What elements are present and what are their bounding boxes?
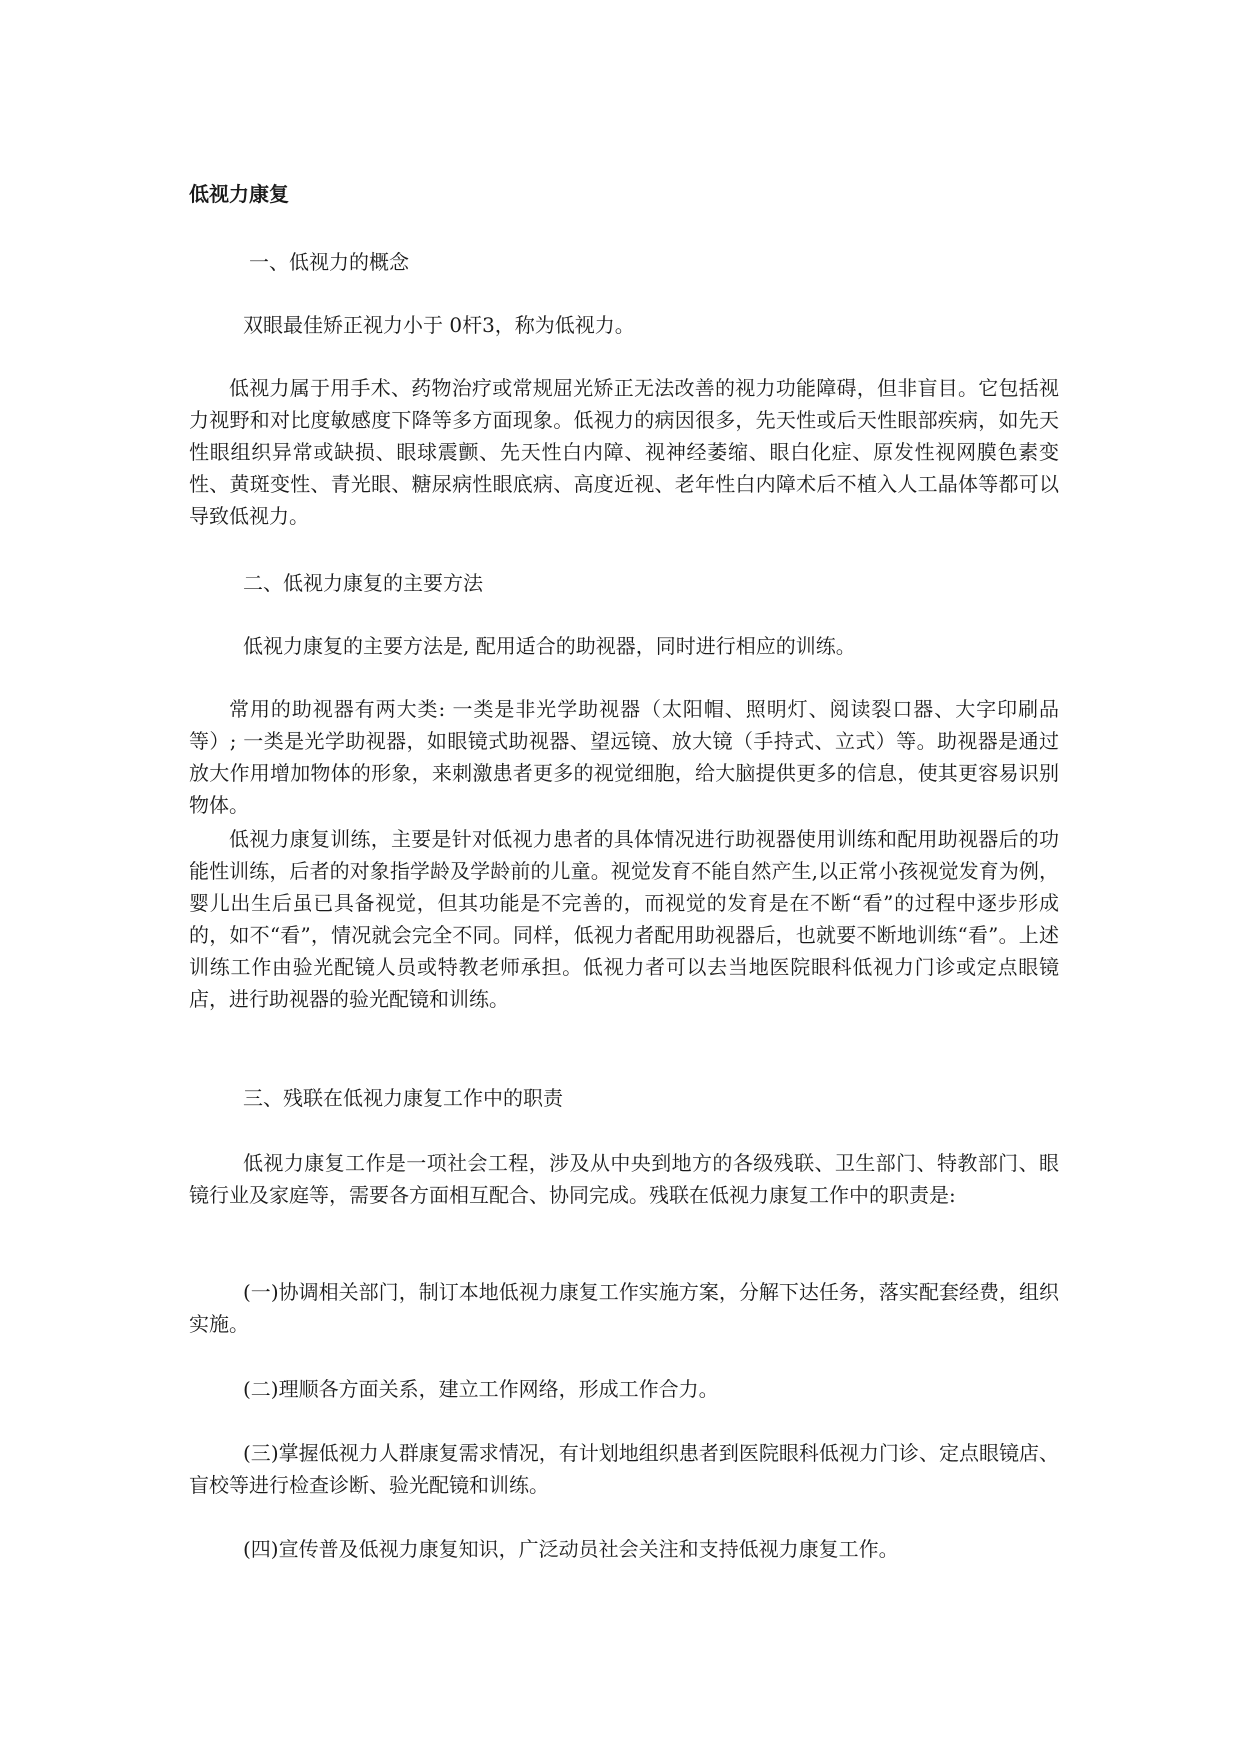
section-heading-3: 三、残联在低视力康复工作中的职责 [243, 1086, 563, 1110]
paragraph-causes: 低视力属于用手术、药物治疗或常规屈光矫正无法改善的视力功能障碍，但非盲目。它包括视力视野和对比度敏感度下降等多方面现象。低视力的病因很多，先天性或后天性眼部疾病，如先天性眼组织异常或缺损、眼球震颤、先天性白内障、视神经萎缩、眼白化症、原发性视网膜色素变性、黄斑变性、青光眼、糖尿病性眼底病、高度近视、老年性白内障术后不植入人工晶体等都可以导致低视力。 [189, 376, 1059, 528]
list-item-4: (四)宣传普及低视力康复知识，广泛动员社会关注和支持低视力康复工作。 [243, 1537, 899, 1561]
section-heading-1: 一、低视力的概念 [249, 250, 409, 274]
list-item-2: (二)理顺各方面关系，建立工作网络，形成工作合力。 [243, 1377, 719, 1401]
paragraph-main-method: 低视力康复的主要方法是, 配用适合的助视器，同时进行相应的训练。 [243, 634, 856, 658]
section-heading-2: 二、低视力康复的主要方法 [243, 571, 483, 595]
paragraph-definition: 双眼最佳矫正视力小于 0杆3，称为低视力。 [243, 313, 635, 337]
list-item-1: (一)协调相关部门，制订本地低视力康复工作实施方案，分解下达任务，落实配套经费，组织实施。 [189, 1280, 1059, 1336]
paragraph-training: 低视力康复训练，主要是针对低视力患者的具体情况进行助视器使用训练和配用助视器后的功能性训练，后者的对象指学龄及学龄前的儿童。视觉发育不能自然产生,以正常小孩视觉发育为例，婴儿出生后虽已具备视觉，但其功能是不完善的，而视觉的发育是在不断“看”的过程中逐步形成的，如不“看”，情况就会完全不同。同样，低视力者配用助视器后，也就要不断地训练“看”。上述训练工作由验光配镜人员或特教老师承担。低视力者可以去当地医院眼科低视力门诊或定点眼镜店，进行助视器的验光配镜和训练。 [189, 827, 1059, 1011]
document-title: 低视力康复 [189, 182, 289, 206]
paragraph-aids: 常用的助视器有两大类: 一类是非光学助视器（太阳帽、照明灯、阅读裂口器、大字印刷品等）; 一类是光学助视器，如眼镜式助视器、望远镜、放大镜（手持式、立式）等。助视器是通过放大作用增加物体的形象，来刺激患者更多的视觉细胞，给大脑提供更多的信息，使其更容易识别物体。 [189, 697, 1059, 817]
paragraph-responsibilities-intro: 低视力康复工作是一项社会工程，涉及从中央到地方的各级残联、卫生部门、特教部门、眼镜行业及家庭等，需要各方面相互配合、协同完成。残联在低视力康复工作中的职责是: [189, 1151, 1059, 1207]
list-item-3: (三)掌握低视力人群康复需求情况，有计划地组织患者到医院眼科低视力门诊、定点眼镜店、盲校等进行检查诊断、验光配镜和训练。 [189, 1441, 1059, 1497]
